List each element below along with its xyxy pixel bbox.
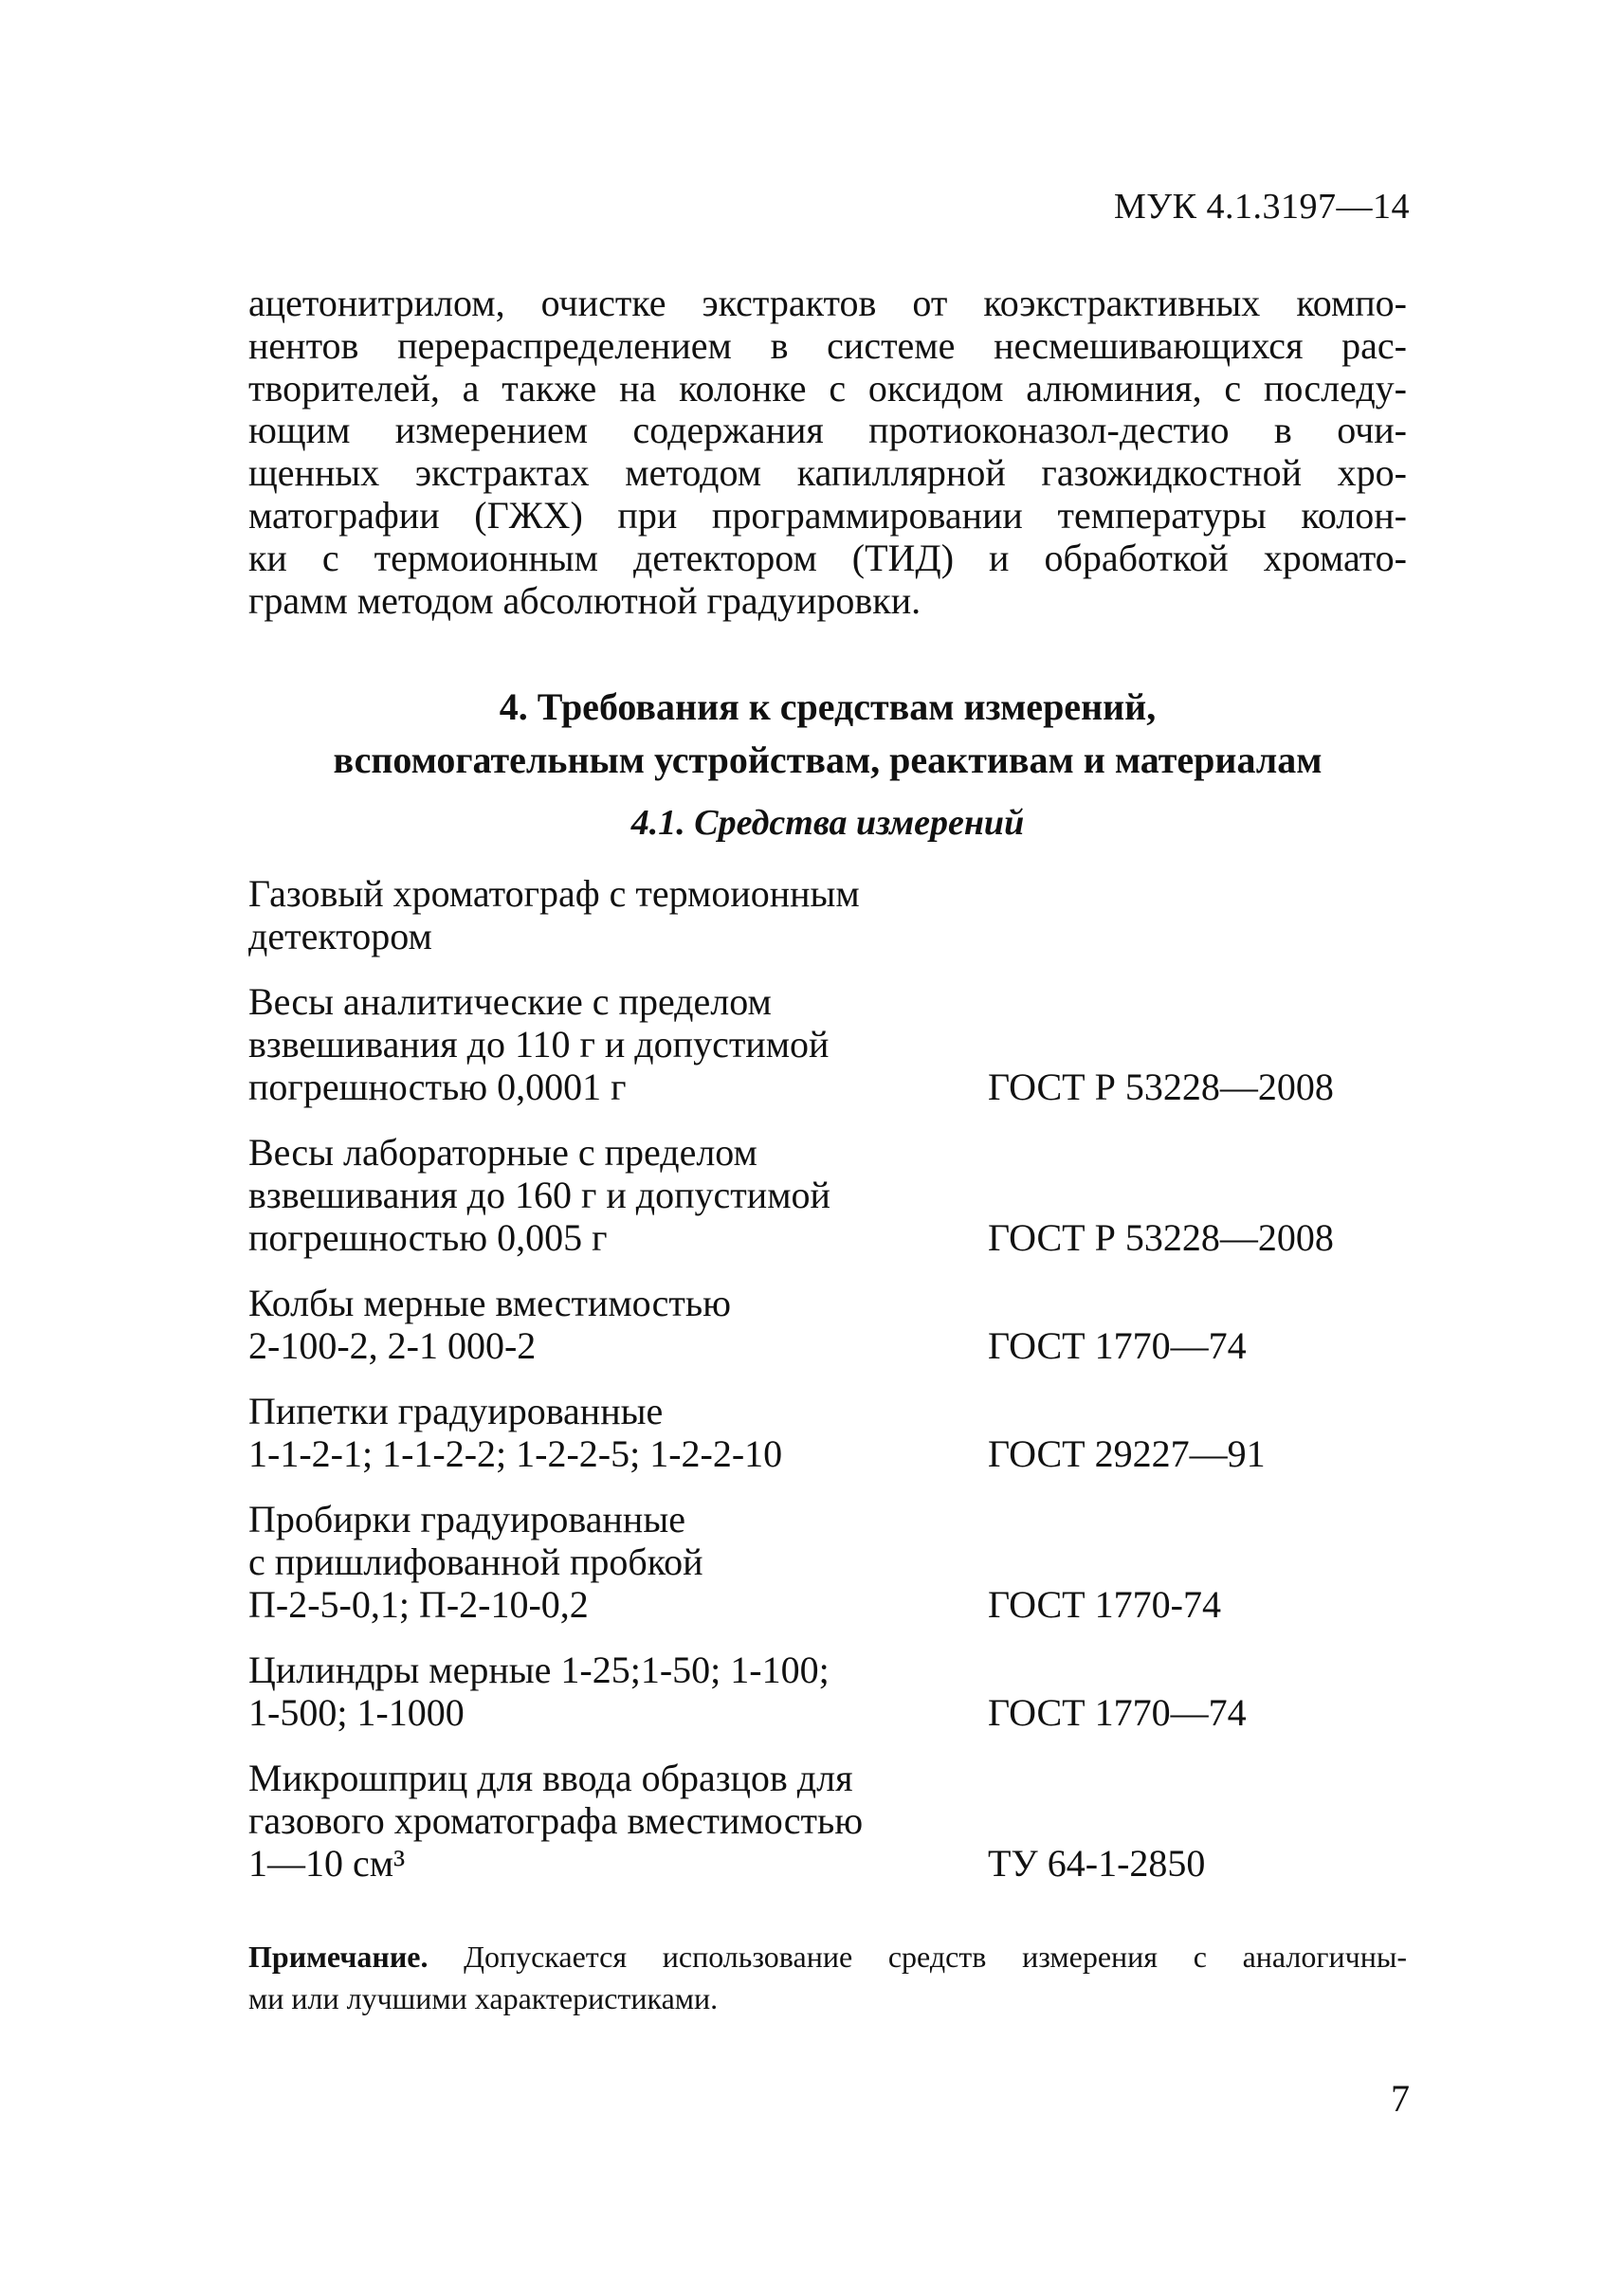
instrument-row: [248, 872, 1407, 957]
intro-line: творителей, а также на колонке с оксидом алюминия, с последу-: [248, 366, 1407, 410]
instrument-standard: ГОСТ 29227—91: [988, 1432, 1266, 1475]
section-heading-line: 4. Требования к средствам измерений,: [499, 685, 1157, 728]
instrument-name-line: Весы аналитические с пределом: [248, 980, 772, 1023]
instrument-standard: ГОСТ Р 53228—2008: [988, 1066, 1334, 1108]
page-number: 7: [1391, 2077, 1410, 2120]
instrument-row: [248, 1131, 1407, 1259]
note-paragraph: [248, 1936, 1407, 2019]
instrument-row: [248, 1282, 1407, 1367]
instrument-name: [248, 1649, 931, 1734]
instrument-name: [248, 1131, 931, 1259]
instrument-name-line: газового хроматографа вместимостью: [248, 1799, 864, 1842]
instrument-name-line: 1-500; 1-1000: [248, 1691, 465, 1734]
instrument-standard: ГОСТ 1770—74: [988, 1324, 1247, 1367]
instrument-row: [248, 1649, 1407, 1734]
instrument-name: [248, 1757, 931, 1885]
intro-line: ки с термоионным детектором (ТИД) и обработкой хромато-: [248, 536, 1407, 579]
intro-line: грамм методом абсолютной градуировки.: [248, 578, 921, 622]
instruments-list: [248, 872, 1407, 1907]
intro-line: щенных экстрактах методом капиллярной газожидкостной хро-: [248, 451, 1407, 495]
instrument-row: [248, 1390, 1407, 1475]
instrument-name-line: взвешивания до 110 г и допустимой: [248, 1023, 830, 1066]
instrument-name-line: Колбы мерные вместимостью: [248, 1282, 732, 1324]
instrument-standard: ГОСТ 1770-74: [988, 1583, 1221, 1626]
intro-line: ацетонитрилом, очистке экстрактов от коэкстрактивных компо-: [248, 282, 1407, 324]
intro-line: матографии (ГЖХ) при программировании температуры колон-: [248, 493, 1407, 537]
instrument-name-line: Пробирки градуированные: [248, 1498, 685, 1540]
instrument-name-line: с пришлифованной пробкой: [248, 1540, 703, 1583]
note-label: Примечание.: [248, 1940, 429, 1974]
section-heading: [228, 681, 1428, 787]
instrument-name-line: Микрошприц для ввода образцов для: [248, 1757, 853, 1799]
instrument-row: [248, 980, 1407, 1108]
instrument-name-line: 1-1-2-1; 1-1-2-2; 1-2-2-5; 1-2-2-10: [248, 1432, 783, 1475]
instrument-name-line: взвешивания до 160 г и допустимой: [248, 1174, 830, 1216]
instrument-name: [248, 980, 931, 1108]
instrument-name-line: детектором: [248, 915, 432, 957]
note-line: [248, 1936, 1407, 1977]
instrument-name: [248, 1498, 931, 1626]
note-text: Допускается использование средств измерения с аналогичны-: [428, 1940, 1407, 1974]
instrument-standard: ГОСТ Р 53228—2008: [988, 1216, 1334, 1259]
instrument-name-line: 1—10 см³: [248, 1842, 406, 1885]
instrument-name: [248, 872, 931, 957]
intro-paragraph: [248, 282, 1407, 622]
instrument-name-line: Пипетки градуированные: [248, 1390, 664, 1432]
instrument-name-line: П-2-5-0,1; П-2-10-0,2: [248, 1583, 589, 1626]
instrument-row: [248, 1498, 1407, 1626]
document-code: МУК 4.1.3197—14: [1113, 187, 1410, 227]
intro-line: ющим измерением содержания протиоконазол-дестио в очи-: [248, 409, 1407, 452]
instrument-name-line: Весы лабораторные с пределом: [248, 1131, 757, 1174]
instrument-name-line: 2-100-2, 2-1 000-2: [248, 1324, 537, 1367]
intro-line: нентов перераспределением в системе несмешивающихся рас-: [248, 323, 1407, 367]
note-line: ми или лучшими характеристиками.: [248, 1981, 719, 2015]
instrument-name-line: Газовый хроматограф с термоионным: [248, 872, 860, 915]
instrument-standard: ТУ 64-1-2850: [988, 1842, 1206, 1885]
instrument-name-line: погрешностью 0,0001 г: [248, 1066, 627, 1108]
instrument-name-line: погрешностью 0,005 г: [248, 1216, 608, 1259]
instrument-name: [248, 1390, 931, 1475]
section-heading-line: вспомогательным устройствам, реактивам и материалам: [333, 738, 1323, 781]
instrument-name: [248, 1282, 931, 1367]
instrument-row: [248, 1757, 1407, 1885]
subsection-heading: 4.1. Средства измерений: [630, 803, 1025, 843]
instrument-name-line: Цилиндры мерные 1-25;1-50; 1-100;: [248, 1649, 830, 1691]
instrument-standard: ГОСТ 1770—74: [988, 1691, 1247, 1734]
